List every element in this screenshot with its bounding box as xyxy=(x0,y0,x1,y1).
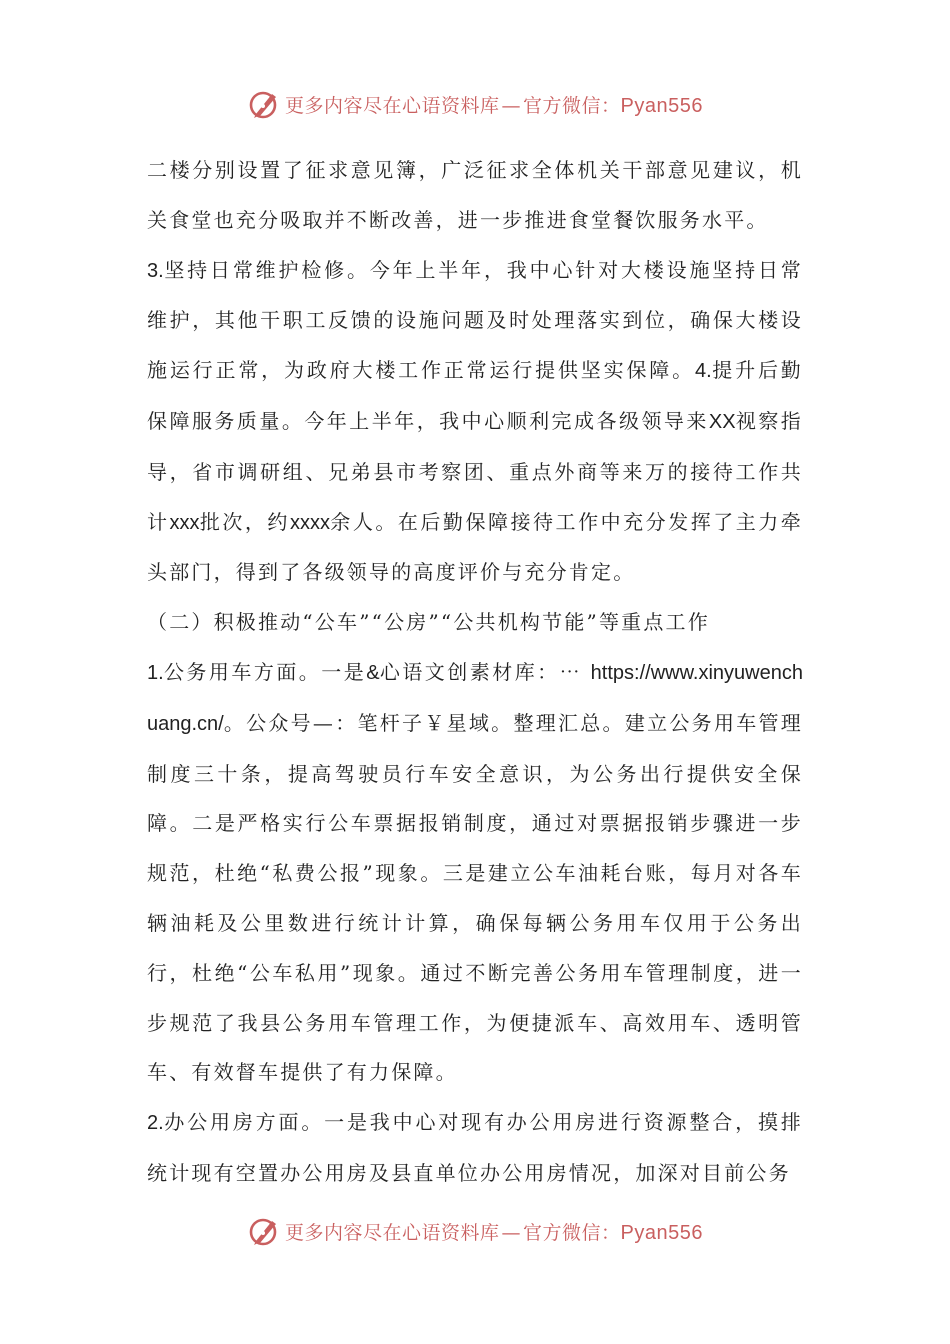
pen-logo-icon xyxy=(247,87,281,121)
watermark-title: 更多内容尽在心语资料库 xyxy=(285,94,500,117)
watermark-wechat-id: Pyan556 xyxy=(620,1221,703,1244)
pen-logo-icon xyxy=(247,1214,281,1248)
watermark-text xyxy=(285,91,703,118)
watermark-title: 更多内容尽在心语资料库 xyxy=(285,1221,500,1244)
body-paragraph: 二楼分别设置了征求意见簿，广泛征求全体机关干部意见建议，机关食堂也充分吸取并不断改善，进一步推进食堂餐饮服务水平。 xyxy=(147,158,803,232)
watermark-suffix: 官方微信： xyxy=(523,1221,621,1244)
footer-watermark xyxy=(0,1211,950,1251)
watermark-suffix: 官方微信： xyxy=(523,94,621,117)
latin-text-run: xxxx xyxy=(289,511,330,534)
document-body xyxy=(147,146,803,1199)
body-paragraph: 3.坚持日常维护检修。今年上半年，我中心针对大楼设施坚持日常维护，其他干职工反馈的设施问题及时处理落实到位，确保大楼设施运行正常，为政府大楼工作正常运行提供坚实保障。4.提升后勤保障服务质量。今年上半年，我中心顺利完成各级领导来XX视察指导，省市调研组、兄弟县市考察团、重点外商等来万的接待工作共计xxx批次，约xxxx余人。在后勤保障接待工作中充分发挥了主力牵头部门，得到了各级领导的高度评价与充分肯定。 xyxy=(147,257,804,585)
body-paragraph: 2.办公用房方面。一是我中心对现有办公用房进行资源整合，摸排统计现有空置办公用房及县直单位办公用房情况，加深对目前公务 xyxy=(147,1110,803,1185)
latin-text-run: https://www.xinyuwenchuang.cn/ xyxy=(147,661,803,735)
latin-text-run: 4. xyxy=(694,360,712,383)
latin-text-run: 2. xyxy=(147,1112,164,1135)
body-paragraph: 1.公务用车方面。一是&心语文创素材库：⋯ https://www.xinyuwenchuang.cn/。公众号—：笔杆子￥星域。整理汇总。建立公务用车管理制度三十条，提高驾驶员行车安全意识，为公务出行提供安全保障。二是严格实行公车票据报销制度，通过对票据报销步骤进一步规范，杜绝“私费公报”现象。三是建立公车油耗台账，每月对各车辆油耗及公里数进行统计计算，确保每辆公务用车仅用于公务出行，杜绝“公车私用”现象。通过不断完善公务用车管理制度，进一步规范了我县公务用车管理工作，为便捷派车、高效用车、透明管车、有效督车提供了有力保障。 xyxy=(147,659,803,1085)
latin-text-run: XX xyxy=(708,410,736,433)
latin-text-run: & xyxy=(366,661,380,684)
watermark-separator: — xyxy=(501,1221,522,1244)
latin-text-run: 1. xyxy=(147,661,164,684)
header-watermark xyxy=(0,84,950,124)
latin-text-run: 3. xyxy=(147,259,164,282)
latin-text-run: xxx xyxy=(169,511,200,534)
watermark-separator: — xyxy=(501,94,522,117)
section-heading: （二）积极推动“公车”“公房”“公共机构节能”等重点工作 xyxy=(147,610,710,635)
watermark-text xyxy=(285,1218,703,1245)
watermark-wechat-id: Pyan556 xyxy=(620,94,703,117)
